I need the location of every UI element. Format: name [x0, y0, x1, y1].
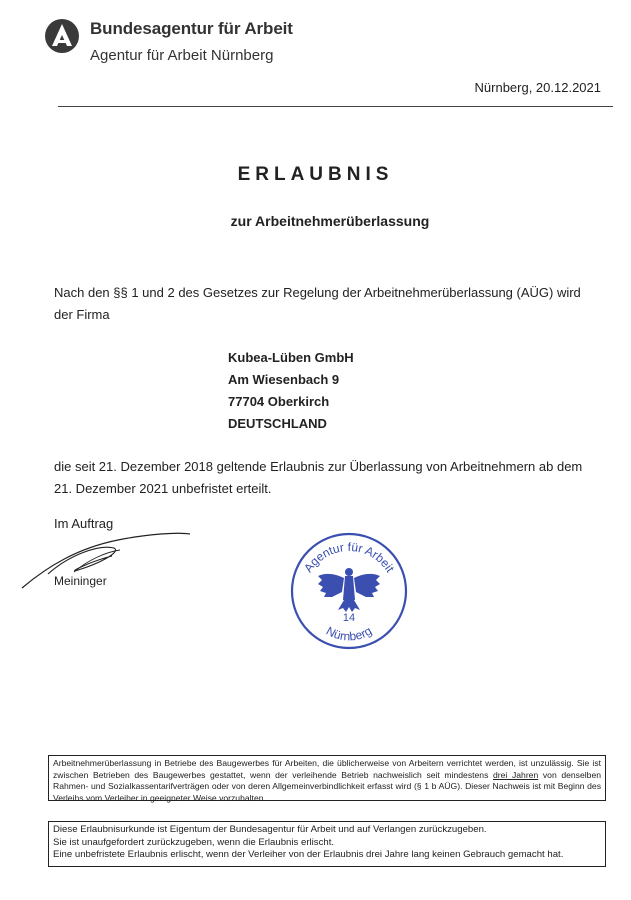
stamp-top-text: Agentur für Arbeit: [301, 539, 398, 575]
header-divider: [58, 106, 613, 107]
ownership-notice-box: [48, 821, 606, 867]
org-subtitle: Agentur für Arbeit Nürnberg: [90, 47, 274, 64]
ownership-notice-line: Eine unbefristete Erlaubnis erlischt, wenn der Verleiher von der Erlaubnis drei Jahre lang keinen Gebrauch gemacht hat.: [53, 849, 564, 861]
ownership-notice-line: Sie ist unaufgefordert zurückzugeben, wenn die Erlaubnis erlischt.: [53, 836, 335, 848]
document-subtitle: zur Arbeitnehmerüberlassung: [230, 213, 430, 229]
document-title: ERLAUBNIS: [237, 164, 394, 185]
grant-paragraph: die seit 21. Dezember 2018 geltende Erlaubnis zur Überlassung von Arbeitnehmern ab dem 21. Dezember 2021 unbefristet erteilt.: [54, 459, 583, 496]
notice-part-b: von denselben Rahmen- und Sozialkassentarifverträgen oder von deren Allgemeinverbindlichkeit erfasst wird (§ 1 b AÜG). Dieser Nachweis ist mit Beginn des Verleihs vom Verleiher in geeigneter Weise vorzuhalten.: [53, 769, 602, 803]
stamp-bottom-text: Nürnberg: [323, 623, 375, 644]
intro-paragraph: Nach den §§ 1 und 2 des Gesetzes zur Regelung der Arbeitnehmerüberlassung (AÜG) wird der Firma: [54, 285, 581, 322]
company-city: 77704 Oberkirch: [228, 394, 330, 409]
stamp-number: 14: [342, 612, 356, 624]
signature-icon: [18, 526, 198, 596]
svg-text:Nürnberg: [324, 624, 374, 644]
company-street: Am Wiesenbach 9: [228, 372, 340, 387]
official-stamp-icon: [288, 530, 410, 652]
construction-notice-box: [48, 755, 606, 801]
construction-notice-text: [53, 758, 601, 804]
company-address: [228, 347, 354, 435]
ownership-notice-line: Diese Erlaubnisurkunde ist Eigentum der Bundesagentur für Arbeit und auf Verlangen zurückzugeben.: [53, 824, 487, 835]
im-auftrag-label: Im Auftrag: [54, 516, 114, 531]
org-name: Bundesagentur für Arbeit: [90, 19, 293, 38]
company-country: DEUTSCHLAND: [228, 416, 327, 431]
notice-underlined: drei Jahren: [493, 769, 539, 780]
signer-name: Meininger: [54, 574, 107, 588]
ba-logo-icon: [44, 18, 80, 54]
place-date: Nürnberg, 20.12.2021: [474, 80, 601, 95]
company-name: Kubea-Lüben GmbH: [228, 350, 354, 365]
notice-part-a: Arbeitnehmerüberlassung in Betriebe des Baugewerbes für Arbeiten, die üblicherweise von Arbeitern verrichtet werden, ist unzulässig. Sie ist zwischen Betrieben des Baugewerbes gestattet, wenn der verleihende Betrieb nachweislich seit mindestens: [53, 758, 601, 780]
